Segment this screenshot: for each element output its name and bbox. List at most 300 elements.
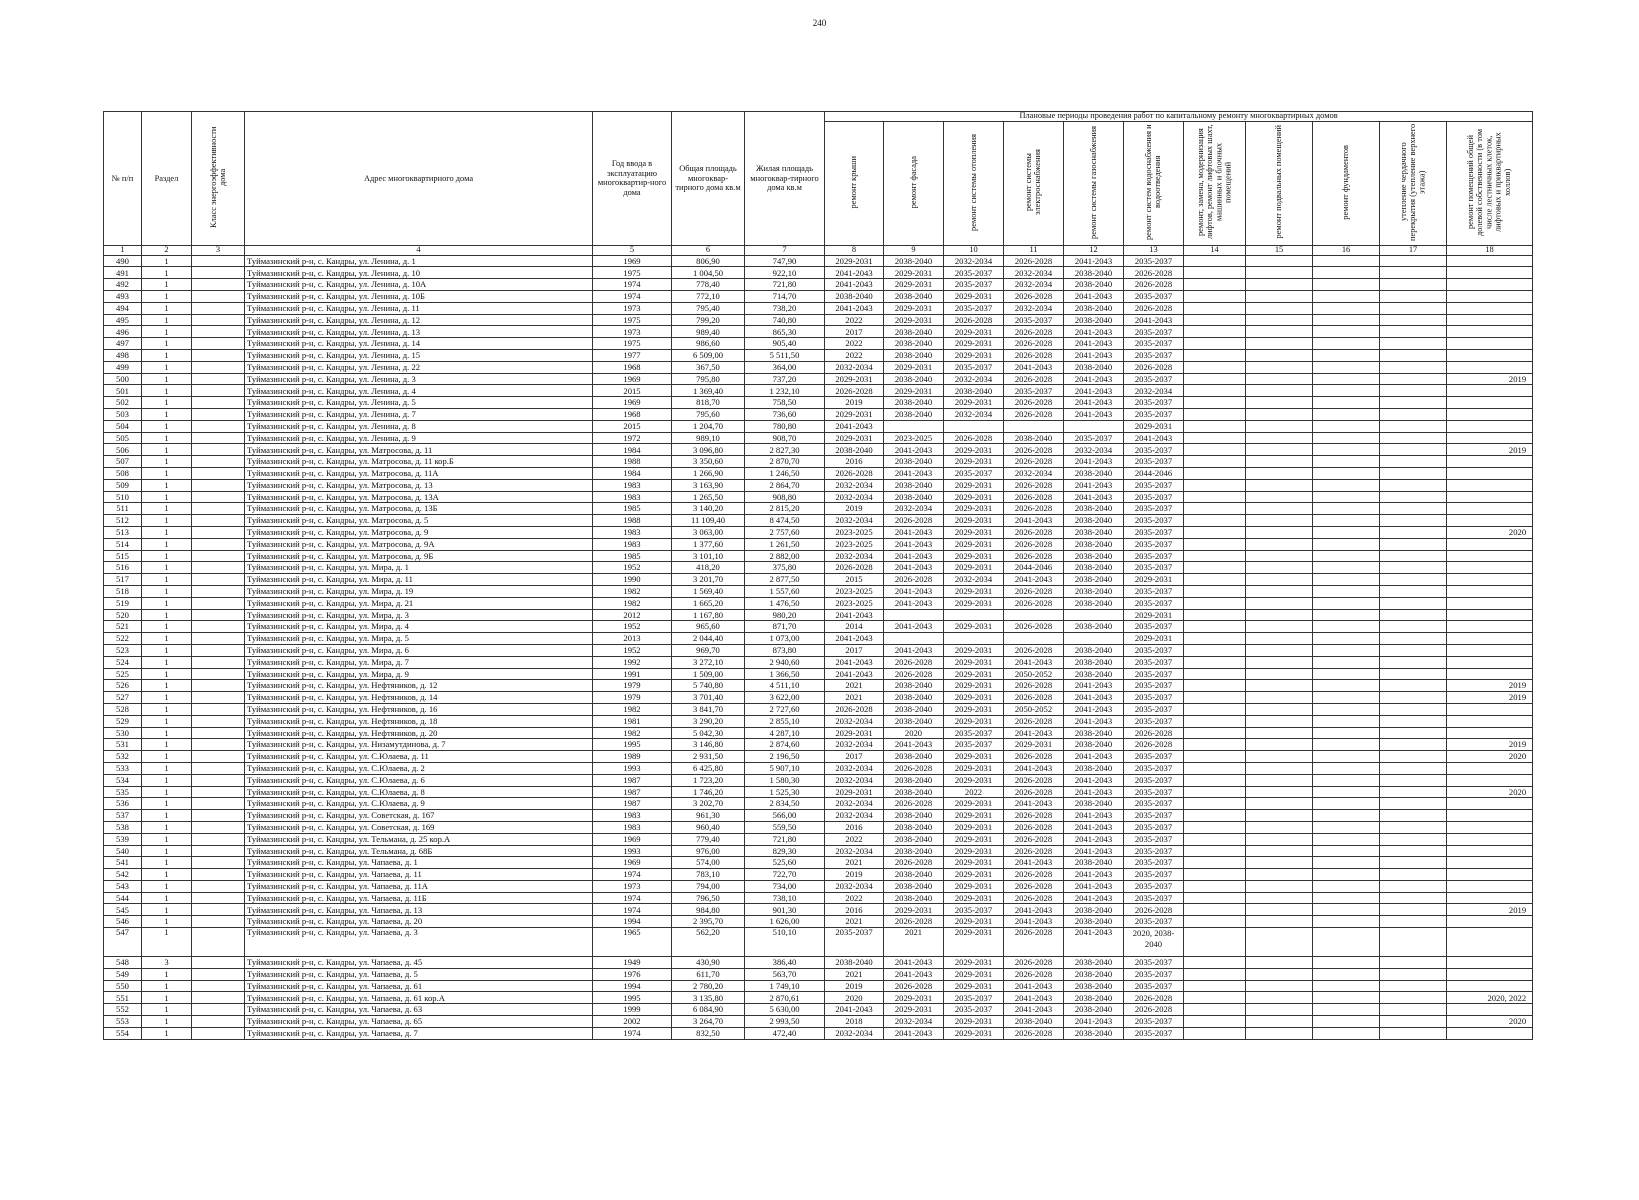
address-cell: Туймазинский р-н, с. Кандры, ул. Чапаева, д. 11А (245, 880, 593, 892)
row-number: 523 (104, 644, 142, 656)
year-cell: 1995 (593, 739, 672, 751)
work-period-cell: 2035-2037 (1124, 833, 1184, 845)
table-row (104, 491, 1533, 503)
year-cell: 1983 (593, 526, 672, 538)
work-period-cell (1313, 574, 1380, 586)
work-period-cell: 2035-2037 (1124, 444, 1184, 456)
row-number: 543 (104, 880, 142, 892)
work-period-cell (1184, 703, 1246, 715)
year-cell: 2002 (593, 1016, 672, 1028)
living-area-cell: 922,10 (745, 267, 825, 279)
row-number: 535 (104, 786, 142, 798)
column-number: 11 (1004, 245, 1064, 255)
address-cell: Туймазинский р-н, с. Кандры, ул. Ленина, д. 11 (245, 302, 593, 314)
total-area-cell: 11 109,40 (672, 515, 745, 527)
work-period-cell (1447, 361, 1533, 373)
living-area-cell: 5 907,10 (745, 762, 825, 774)
work-period-cell (1447, 1027, 1533, 1039)
section-cell: 1 (142, 456, 192, 468)
work-period-cell: 2035-2037 (1124, 1027, 1184, 1039)
table-row (104, 916, 1533, 928)
work-period-cell (1184, 291, 1246, 303)
living-area-cell: 908,80 (745, 491, 825, 503)
work-period-cell (1380, 928, 1447, 957)
work-period-cell (1313, 633, 1380, 645)
work-period-cell: 2044-2046 (1124, 468, 1184, 480)
work-period-cell (1380, 774, 1447, 786)
work-period-cell: 2032-2034 (825, 491, 884, 503)
work-period-cell: 2041-2043 (1064, 291, 1124, 303)
work-period-cell (1246, 751, 1313, 763)
living-area-cell: 1 366,50 (745, 668, 825, 680)
total-area-cell: 783,10 (672, 869, 745, 881)
section-cell: 1 (142, 609, 192, 621)
work-period-cell: 2032-2034 (1004, 468, 1064, 480)
work-period-cell (1184, 692, 1246, 704)
address-cell: Туймазинский р-н, с. Кандры, ул. Мира, д. 11 (245, 574, 593, 586)
section-cell: 1 (142, 326, 192, 338)
work-period-cell (1380, 456, 1447, 468)
row-number: 553 (104, 1016, 142, 1028)
living-area-cell: 1 525,30 (745, 786, 825, 798)
work-period-cell (1447, 621, 1533, 633)
work-period-cell: 2041-2043 (1004, 1004, 1064, 1016)
table-row (104, 833, 1533, 845)
energy-class-cell (192, 916, 245, 928)
work-period-cell (1380, 373, 1447, 385)
work-period-cell: 2029-2031 (884, 361, 944, 373)
work-period-cell: 2026-2028 (944, 314, 1004, 326)
row-number: 520 (104, 609, 142, 621)
work-period-cell (1064, 420, 1124, 432)
work-period-cell: 2041-2043 (1124, 432, 1184, 444)
work-period-cell: 2041-2043 (884, 621, 944, 633)
table-row (104, 810, 1533, 822)
work-period-cell: 2035-2037 (1124, 810, 1184, 822)
work-period-cell: 2035-2037 (1124, 350, 1184, 362)
year-cell: 1981 (593, 715, 672, 727)
work-period-cell (1184, 810, 1246, 822)
work-period-cell: 2029-2031 (944, 774, 1004, 786)
work-period-cell (1447, 798, 1533, 810)
year-cell: 1995 (593, 992, 672, 1004)
year-cell: 1990 (593, 574, 672, 586)
row-number: 494 (104, 302, 142, 314)
work-period-cell: 2021 (825, 680, 884, 692)
work-period-cell (1184, 562, 1246, 574)
work-period-cell: 2020 (1447, 526, 1533, 538)
work-period-cell (1246, 680, 1313, 692)
living-area-cell: 2 864,70 (745, 479, 825, 491)
living-area-cell: 1 749,10 (745, 980, 825, 992)
work-period-cell: 2017 (825, 751, 884, 763)
section-cell: 1 (142, 597, 192, 609)
work-period-cell (1447, 574, 1533, 586)
address-cell: Туймазинский р-н, с. Кандры, ул. Матросова, д. 13 (245, 479, 593, 491)
living-area-cell: 721,80 (745, 279, 825, 291)
row-number: 541 (104, 857, 142, 869)
work-period-cell: 2019 (825, 869, 884, 881)
address-cell: Туймазинский р-н, с. Кандры, ул. Ленина, д. 4 (245, 385, 593, 397)
work-period-cell: 2029-2031 (944, 692, 1004, 704)
work-period-cell (1184, 456, 1246, 468)
year-cell: 1983 (593, 821, 672, 833)
year-cell: 1973 (593, 880, 672, 892)
table-row (104, 526, 1533, 538)
row-number: 512 (104, 515, 142, 527)
work-period-cell: 2029-2031 (944, 1016, 1004, 1028)
table-row (104, 456, 1533, 468)
work-period-cell (1246, 361, 1313, 373)
work-period-cell: 2026-2028 (884, 515, 944, 527)
living-area-cell: 1 073,00 (745, 633, 825, 645)
section-cell: 1 (142, 880, 192, 892)
living-area-cell: 873,80 (745, 644, 825, 656)
work-period-cell: 2041-2043 (1004, 762, 1064, 774)
table-row (104, 1027, 1533, 1039)
work-period-cell: 2038-2040 (884, 338, 944, 350)
living-area-cell: 1 261,50 (745, 538, 825, 550)
work-period-cell (1313, 715, 1380, 727)
work-period-cell (1447, 491, 1533, 503)
total-area-cell: 779,40 (672, 833, 745, 845)
work-period-cell (1313, 892, 1380, 904)
section-cell: 1 (142, 798, 192, 810)
section-cell: 1 (142, 503, 192, 515)
living-area-cell: 780,80 (745, 420, 825, 432)
living-area-cell: 525,60 (745, 857, 825, 869)
work-period-cell: 2035-2037 (944, 1004, 1004, 1016)
work-period-cell: 2026-2028 (1124, 1004, 1184, 1016)
work-period-cell: 2038-2040 (884, 751, 944, 763)
total-area-cell: 772,10 (672, 291, 745, 303)
address-cell: Туймазинский р-н, с. Кандры, ул. Чапаева, д. 3 (245, 928, 593, 957)
living-area-cell: 980,20 (745, 609, 825, 621)
header-year: Год ввода в эксплуатацию многоквартир-ного дома (593, 112, 672, 246)
work-period-cell (1380, 314, 1447, 326)
work-period-cell (1313, 503, 1380, 515)
work-period-cell: 2038-2040 (1064, 267, 1124, 279)
table-row (104, 420, 1533, 432)
work-period-cell: 2026-2028 (1004, 833, 1064, 845)
work-period-cell: 2014 (825, 621, 884, 633)
work-period-cell: 2032-2034 (825, 810, 884, 822)
living-area-cell: 472,40 (745, 1027, 825, 1039)
work-period-cell: 2029-2031 (944, 621, 1004, 633)
work-period-cell (1246, 980, 1313, 992)
row-number: 533 (104, 762, 142, 774)
work-period-cell (1380, 338, 1447, 350)
work-period-cell (1246, 526, 1313, 538)
work-period-cell: 2035-2037 (1124, 621, 1184, 633)
header-num: № п/п (104, 112, 142, 246)
work-period-cell (1447, 420, 1533, 432)
living-area-cell: 1 232,10 (745, 385, 825, 397)
energy-class-cell (192, 338, 245, 350)
work-period-cell: 2041-2043 (1064, 350, 1124, 362)
energy-class-cell (192, 857, 245, 869)
section-cell: 1 (142, 644, 192, 656)
year-cell: 1984 (593, 468, 672, 480)
table-row (104, 656, 1533, 668)
total-area-cell: 1 746,20 (672, 786, 745, 798)
work-period-cell (1184, 762, 1246, 774)
address-cell: Туймазинский р-н, с. Кандры, ул. Матросова, д. 13Б (245, 503, 593, 515)
work-period-cell: 2026-2028 (884, 798, 944, 810)
table-row (104, 373, 1533, 385)
work-period-cell (1246, 338, 1313, 350)
work-period-cell: 2041-2043 (1064, 845, 1124, 857)
work-period-cell (1447, 957, 1533, 969)
row-number: 522 (104, 633, 142, 645)
work-period-cell (1380, 668, 1447, 680)
table-row (104, 703, 1533, 715)
work-period-cell (884, 609, 944, 621)
work-period-cell: 2029-2031 (944, 350, 1004, 362)
work-period-cell (1447, 350, 1533, 362)
living-area-cell: 734,00 (745, 880, 825, 892)
living-area-cell: 871,70 (745, 621, 825, 633)
energy-class-cell (192, 968, 245, 980)
work-period-cell (1246, 479, 1313, 491)
work-period-cell (1380, 420, 1447, 432)
row-number: 496 (104, 326, 142, 338)
work-period-cell: 2020, 2022 (1447, 992, 1533, 1004)
work-period-cell (1447, 562, 1533, 574)
total-area-cell: 3 841,70 (672, 703, 745, 715)
address-cell: Туймазинский р-н, с. Кандры, ул. Матросова, д. 9А (245, 538, 593, 550)
row-number: 497 (104, 338, 142, 350)
work-period-cell: 2019 (1447, 680, 1533, 692)
work-period-cell: 2038-2040 (1064, 550, 1124, 562)
work-period-cell: 2032-2034 (825, 715, 884, 727)
living-area-cell: 714,70 (745, 291, 825, 303)
energy-class-cell (192, 432, 245, 444)
energy-class-cell (192, 420, 245, 432)
energy-class-cell (192, 798, 245, 810)
work-period-cell: 2026-2028 (1004, 444, 1064, 456)
energy-class-cell (192, 491, 245, 503)
work-period-cell (1246, 503, 1313, 515)
work-period-cell: 2038-2040 (884, 692, 944, 704)
total-area-cell: 5 042,30 (672, 727, 745, 739)
address-cell: Туймазинский р-н, с. Кандры, ул. Матросова, д. 9 (245, 526, 593, 538)
year-cell: 1974 (593, 291, 672, 303)
column-number: 3 (192, 245, 245, 255)
work-period-cell: 2041-2043 (884, 739, 944, 751)
work-period-cell (1313, 774, 1380, 786)
section-cell: 1 (142, 302, 192, 314)
work-period-cell: 2021 (825, 916, 884, 928)
table-row (104, 821, 1533, 833)
row-number: 517 (104, 574, 142, 586)
work-period-cell: 2038-2040 (944, 385, 1004, 397)
work-period-cell (1184, 904, 1246, 916)
work-period-cell (1380, 739, 1447, 751)
work-period-cell: 2038-2040 (1004, 1016, 1064, 1028)
work-period-cell (884, 633, 944, 645)
work-period-cell (1380, 869, 1447, 881)
work-period-cell: 2029-2031 (944, 821, 1004, 833)
living-area-cell: 740,80 (745, 314, 825, 326)
work-period-cell: 2016 (825, 456, 884, 468)
work-period-cell (1447, 291, 1533, 303)
energy-class-cell (192, 656, 245, 668)
work-period-cell: 2038-2040 (1064, 916, 1124, 928)
address-cell: Туймазинский р-н, с. Кандры, ул. Чапаева, д. 65 (245, 1016, 593, 1028)
work-period-cell (1313, 279, 1380, 291)
address-cell: Туймазинский р-н, с. Кандры, ул. Мира, д. 3 (245, 609, 593, 621)
work-period-cell: 2035-2037 (1124, 373, 1184, 385)
work-period-cell: 2023-2025 (825, 538, 884, 550)
work-period-cell (1380, 503, 1447, 515)
work-period-cell (1447, 302, 1533, 314)
year-cell: 1982 (593, 727, 672, 739)
work-period-cell: 2026-2028 (1004, 845, 1064, 857)
section-cell: 1 (142, 762, 192, 774)
row-number: 513 (104, 526, 142, 538)
energy-class-cell (192, 1016, 245, 1028)
total-area-cell: 3 163,90 (672, 479, 745, 491)
total-area-cell: 960,40 (672, 821, 745, 833)
work-period-cell: 2038-2040 (825, 957, 884, 969)
work-period-cell (1380, 479, 1447, 491)
table-row (104, 597, 1533, 609)
work-period-cell: 2041-2043 (1064, 869, 1124, 881)
energy-class-cell (192, 644, 245, 656)
living-area-cell: 1 476,50 (745, 597, 825, 609)
work-period-cell (1313, 338, 1380, 350)
work-period-cell (1313, 680, 1380, 692)
work-period-cell: 2029-2031 (884, 992, 944, 1004)
work-period-cell: 2032-2034 (1064, 444, 1124, 456)
work-period-cell: 2032-2034 (944, 373, 1004, 385)
section-cell: 1 (142, 980, 192, 992)
address-cell: Туймазинский р-н, с. Кандры, ул. Матросова, д. 9Б (245, 550, 593, 562)
work-period-cell: 2026-2028 (884, 574, 944, 586)
work-period-cell: 2038-2040 (1064, 857, 1124, 869)
row-number: 508 (104, 468, 142, 480)
row-number: 490 (104, 255, 142, 267)
work-period-cell: 2026-2028 (884, 916, 944, 928)
address-cell: Туймазинский р-н, с. Кандры, ул. Ленина, д. 10А (245, 279, 593, 291)
column-number: 13 (1124, 245, 1184, 255)
work-period-cell: 2035-2037 (1124, 668, 1184, 680)
total-area-cell: 3 201,70 (672, 574, 745, 586)
work-period-cell: 2038-2040 (1064, 562, 1124, 574)
energy-class-cell (192, 774, 245, 786)
work-period-cell: 2026-2028 (1124, 302, 1184, 314)
work-period-cell (1184, 774, 1246, 786)
work-period-cell: 2035-2037 (1124, 762, 1184, 774)
work-period-cell: 2041-2043 (825, 279, 884, 291)
work-period-cell (944, 609, 1004, 621)
total-area-cell: 3 063,00 (672, 526, 745, 538)
energy-class-cell (192, 538, 245, 550)
work-period-cell: 2029-2031 (884, 279, 944, 291)
table-row (104, 432, 1533, 444)
energy-class-cell (192, 350, 245, 362)
row-number: 493 (104, 291, 142, 303)
work-period-cell (1380, 633, 1447, 645)
work-period-cell (1184, 538, 1246, 550)
work-period-cell: 2041-2043 (884, 597, 944, 609)
living-area-cell: 3 622,00 (745, 692, 825, 704)
energy-class-cell (192, 267, 245, 279)
work-period-cell: 2041-2043 (1064, 715, 1124, 727)
work-period-cell: 2029-2031 (825, 786, 884, 798)
section-cell: 1 (142, 314, 192, 326)
work-period-cell: 2035-2037 (825, 928, 884, 957)
work-period-cell (1184, 957, 1246, 969)
year-cell: 1973 (593, 302, 672, 314)
address-cell: Туймазинский р-н, с. Кандры, ул. Ленина, д. 13 (245, 326, 593, 338)
work-period-cell (1447, 267, 1533, 279)
work-period-cell (1246, 928, 1313, 957)
address-cell: Туймазинский р-н, с. Кандры, ул. Тельмана, д. 68Б (245, 845, 593, 857)
energy-class-cell (192, 1004, 245, 1016)
work-period-cell (1447, 833, 1533, 845)
work-period-cell: 2026-2028 (1004, 597, 1064, 609)
work-period-cell: 2041-2043 (884, 538, 944, 550)
work-period-cell (1246, 538, 1313, 550)
total-area-cell: 3 701,40 (672, 692, 745, 704)
work-period-cell: 2032-2034 (825, 762, 884, 774)
work-period-cell (1184, 420, 1246, 432)
work-period-cell: 2029-2031 (944, 550, 1004, 562)
work-period-cell: 2038-2040 (825, 291, 884, 303)
year-cell: 1988 (593, 515, 672, 527)
work-period-cell (1380, 468, 1447, 480)
energy-class-cell (192, 373, 245, 385)
work-period-cell (1246, 373, 1313, 385)
work-period-cell: 2032-2034 (825, 361, 884, 373)
section-cell: 1 (142, 892, 192, 904)
work-period-cell (1246, 633, 1313, 645)
work-period-cell (1447, 326, 1533, 338)
row-number: 503 (104, 409, 142, 421)
work-period-cell (1313, 420, 1380, 432)
work-period-cell: 2032-2034 (884, 1016, 944, 1028)
year-cell: 2015 (593, 420, 672, 432)
work-period-cell (1380, 727, 1447, 739)
work-period-cell: 2026-2028 (825, 385, 884, 397)
work-period-cell: 2038-2040 (884, 350, 944, 362)
total-area-cell: 3 272,10 (672, 656, 745, 668)
total-area-cell: 1 204,70 (672, 420, 745, 432)
work-period-cell: 2035-2037 (1124, 644, 1184, 656)
total-area-cell: 574,00 (672, 857, 745, 869)
living-area-cell: 721,80 (745, 833, 825, 845)
work-period-cell (1246, 279, 1313, 291)
work-period-cell (1447, 774, 1533, 786)
work-period-cell: 2041-2043 (1064, 833, 1124, 845)
work-period-cell (1313, 968, 1380, 980)
work-period-cell (1184, 880, 1246, 892)
work-period-cell: 2026-2028 (1004, 786, 1064, 798)
year-cell: 1987 (593, 798, 672, 810)
work-period-cell (1380, 644, 1447, 656)
column-number: 10 (944, 245, 1004, 255)
work-period-cell (1313, 656, 1380, 668)
living-area-cell: 2 827,30 (745, 444, 825, 456)
work-period-cell (1380, 302, 1447, 314)
work-period-cell: 2035-2037 (1124, 715, 1184, 727)
work-period-cell (1447, 656, 1533, 668)
section-cell: 1 (142, 479, 192, 491)
section-cell: 1 (142, 279, 192, 291)
work-period-cell: 2026-2028 (1004, 1027, 1064, 1039)
